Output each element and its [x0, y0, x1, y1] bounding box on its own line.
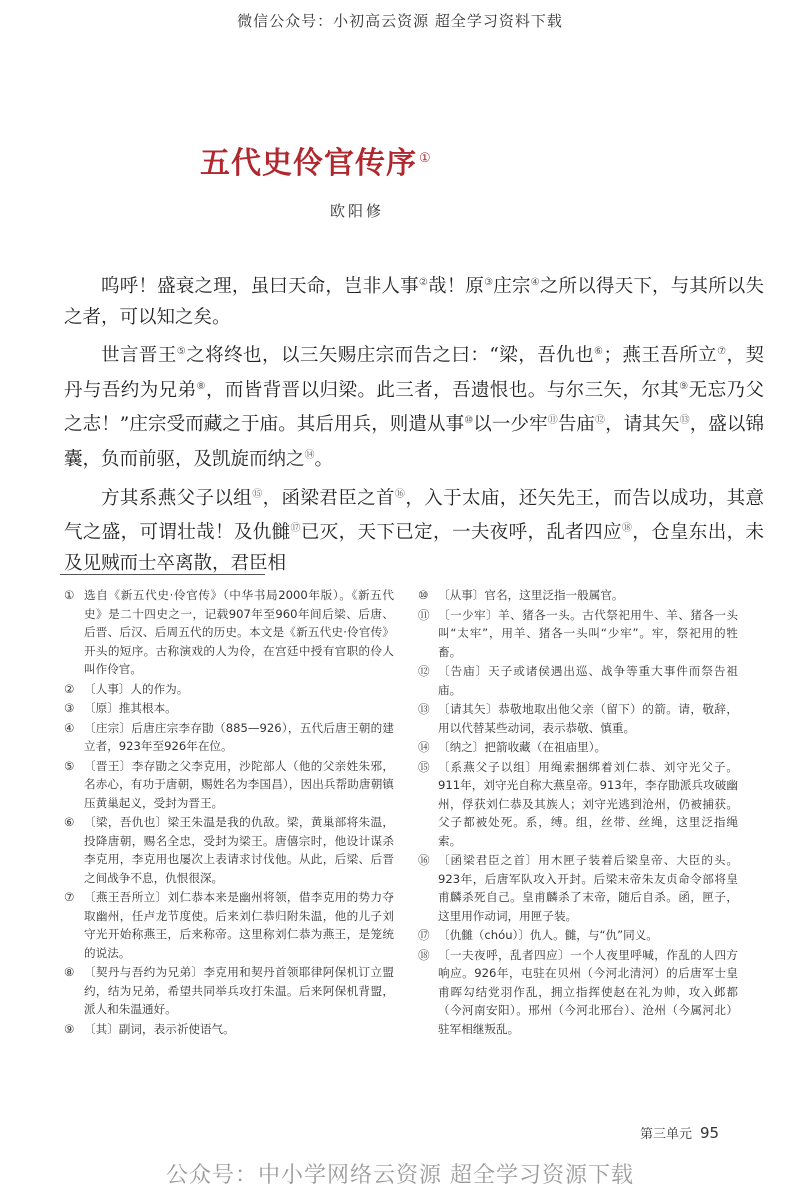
paragraph-text: 告庙 [557, 414, 596, 436]
footnote-number: ⑩ [418, 588, 429, 602]
footnote-marker: ⑱ [621, 523, 633, 535]
paragraph-text: ，仓皇东出，未及见贼而士卒离散，君臣相 [64, 522, 764, 575]
footnote-number: ⑰ [418, 928, 430, 942]
footnote-item [418, 662, 738, 699]
footnote-number: ④ [64, 720, 75, 735]
paragraph-text: 之将终也，以三矢赐庄宗而告之曰：“梁，吾仇也 [186, 345, 595, 367]
footnote-text: 〔纳之〕把箭收藏（在祖庙里）。 [438, 740, 607, 754]
footnote-item [418, 700, 738, 737]
footnote-item [64, 680, 394, 699]
footnote-number: ③ [64, 701, 75, 715]
footnote-item [64, 699, 394, 718]
footnote-marker: ⑰ [290, 523, 301, 535]
paragraph-text: 哉！原 [428, 276, 485, 298]
author-name: 欧阳修 [330, 202, 385, 220]
footnote-item [418, 851, 738, 925]
paragraph-text: 庄宗 [493, 276, 531, 298]
footnote-item [64, 586, 394, 679]
footnote-text: 〔告庙〕天子或诸侯遇出巡、战争等重大事件而祭告祖庙。 [438, 664, 738, 697]
page-number: 95 [700, 1124, 720, 1142]
footnote-number: ① [64, 588, 75, 602]
footnote-marker: ⑤ [176, 346, 187, 358]
footnote-text: 〔原〕推其根本。 [84, 701, 177, 715]
footnote-item [418, 946, 738, 1039]
footnote-number: ⑬ [418, 702, 430, 716]
page-title [200, 138, 432, 182]
footnote-divider [60, 574, 265, 575]
footnote-item [64, 719, 394, 756]
paragraph-text: ，而皆背晋以归梁。此三者，吾遗恨也。与尔三矢，尔其 [205, 379, 680, 401]
footnote-text: 选自《新五代史·伶官传》（中华书局2000年版）。《新五代史》是二十四史之一，记载907年至960年间后梁、后唐、后晋、后汉、后周五代的历史。本文是《新五代史·伶官传》开头的短序。古称演戏的人为伶，在宫廷中授有官职的伶人叫作伶官。 [84, 588, 394, 676]
footnote-number: ⑨ [64, 1021, 75, 1036]
footnote-number: ⑧ [64, 965, 75, 979]
footnote-marker: ⑭ [304, 450, 315, 462]
paragraph-text: ，函梁君臣之首 [262, 487, 395, 509]
title-text: 五代史伶官传序 [200, 146, 417, 181]
footnote-number: ⑱ [418, 947, 430, 962]
footnote-marker: ④ [530, 277, 540, 288]
body-paragraph [64, 268, 764, 333]
paragraph-text: ，请其矢 [605, 414, 680, 436]
paragraph-text: 无忘乃父之志！”庄宗受而藏之于庙。其后用兵，则遣从事 [64, 379, 764, 436]
footnote-number: ⑮ [418, 759, 430, 774]
footnote-text: 〔从事〕官名，这里泛指一般属官。 [438, 588, 624, 602]
footnote-item [64, 757, 394, 813]
footnote-marker: ⑨ [679, 380, 689, 392]
footnotes-left-column [64, 586, 394, 1039]
footnote-item [64, 963, 394, 1019]
footnote-text: 〔一少牢〕羊、猪各一头。古代祭祀用牛、羊、猪各一头叫“太牢”，用羊、猪各一头叫“少牢”。牢，祭祀用的牲畜。 [438, 607, 738, 659]
body-paragraph [64, 337, 764, 476]
footnote-item [64, 813, 394, 887]
footnotes-right-column [418, 586, 738, 1039]
page-footer [640, 1123, 719, 1142]
footnote-item [418, 586, 738, 605]
footnote-text: 〔一夫夜呼，乱者四应〕一个人夜里呼喊，作乱的人四方响应。926年，屯驻在贝州（今河北清河）的后唐军士皇甫晖勾结党羽作乱，拥立指挥使赵在礼为帅，攻入邺都（今河南安阳）。邢州（今河北邢台）、沧州（今属河北）驻军相继叛乱。 [438, 947, 738, 1036]
paragraph-text: 以一少牢 [473, 414, 548, 436]
paragraph-text: 已灭，天下已定，一夫夜呼，乱者四应 [300, 522, 622, 544]
footnote-marker: ⑧ [196, 380, 206, 392]
footnote-number: ⑭ [418, 740, 430, 754]
footnote-text: 〔其〕副词，表示祈使语气。 [84, 1021, 235, 1036]
footnote-text: 〔燕王吾所立〕刘仁恭本来是幽州将领，借李克用的势力夺取幽州，任卢龙节度使。后来刘仁恭归附朱温，他的儿子刘守光开始称燕王，后来称帝。这里称刘仁恭为燕王，是笼统的说法。 [84, 890, 394, 960]
header-watermark: 微信公众号：小初高云资源 超全学习资料下载 [237, 12, 563, 30]
footnote-number: ⑪ [418, 607, 430, 622]
footnote-number: ⑫ [418, 664, 430, 678]
body-paragraph [64, 480, 764, 580]
footnote-text: 〔系燕父子以组〕用绳索捆绑着刘仁恭、刘守光父子。911年，刘守光自称大燕皇帝。913年，李存勖派兵攻破幽州，俘获刘仁恭及其族人；刘守光逃到沧州，仍被捕获。父子都被处死。系，缚。组，丝带、丝绳，这里泛指绳索。 [438, 759, 738, 848]
footnote-text: 〔晋王〕李存勖之父李克用，沙陀部人（他的父亲姓朱邪，名赤心，有功于唐朝，赐姓名为李国昌），因出兵帮助唐朝镇压黄巢起义，受封为晋王。 [84, 758, 394, 810]
footnote-number: ⑥ [64, 815, 75, 829]
footnote-marker: ⑬ [679, 415, 690, 427]
footnote-marker: ② [418, 277, 428, 288]
footnote-text: 〔函梁君臣之首〕用木匣子装着后梁皇帝、大臣的头。923年，后唐军队攻入开封。后梁末帝朱友贞命令部将皇甫麟杀死自己。皇甫麟杀了末帝，随后自杀。函，匣子，这里用作动词，用匣子装。 [438, 853, 738, 923]
footnote-number: ⑯ [418, 853, 430, 867]
paragraph-text: ，入于太庙，还矢先王，而告以成功，其意气之盛，可谓壮哉！及仇雠 [64, 487, 764, 544]
footnote-item [64, 1020, 394, 1039]
footnote-item [418, 758, 738, 851]
paragraph-text: 世言晋王 [101, 345, 177, 367]
footnote-text: 〔仇雠（chóu）〕仇人。雠，与“仇”同义。 [438, 928, 658, 942]
footnote-marker: ⑪ [547, 415, 558, 427]
footnote-text: 〔梁，吾仇也〕梁王朱温是我的仇敌。梁，黄巢部将朱温，投降唐朝，赐名全忠，受封为梁王。唐僖宗时，他设计谋杀李克用，李克用也屡次上表请求讨伐他。从此，后梁、后晋之间战争不息，仇恨很深。 [84, 815, 394, 885]
title-footnote-marker: ① [419, 151, 432, 166]
footnote-number: ⑤ [64, 758, 75, 773]
paragraph-text: 之所以得天下，与其所以失之者，可以知之矣。 [64, 276, 764, 328]
footnote-text: 〔人事〕人的作为。 [84, 681, 189, 696]
footnote-text: 〔请其矢〕恭敬地取出他父亲（留下）的箭。请，敬辞，用以代替某些动词，表示恭敬、慎重。 [438, 702, 738, 735]
paragraph-text: ，契丹与吾约为兄弟 [64, 345, 764, 401]
footnote-item [64, 888, 394, 962]
footnote-marker: ⑮ [252, 488, 263, 500]
paragraph-text: 呜呼！盛衰之理，虽曰天命，岂非人事 [101, 276, 419, 298]
paragraph-text: 方其系燕父子以组 [101, 487, 253, 509]
footnote-marker: ⑦ [717, 346, 727, 358]
footnote-item [418, 606, 738, 662]
footnote-item [418, 926, 738, 945]
footnote-marker: ⑥ [594, 346, 604, 358]
footnote-item [418, 738, 738, 757]
footnote-marker: ③ [484, 277, 494, 288]
footnote-text: 〔契丹与吾约为兄弟〕李克用和契丹首领耶律阿保机订立盟约，结为兄弟，希望共同举兵攻打朱温。后来阿保机背盟，派人和朱温通好。 [84, 965, 394, 1016]
footnote-number: ② [64, 681, 75, 696]
bottom-watermark: 公众号：中小学网络云资源 超全学习资源下载 [166, 1163, 634, 1188]
unit-label: 第三单元 [640, 1127, 693, 1142]
footnote-marker: ⑯ [394, 488, 406, 500]
footnote-text: 〔庄宗〕后唐庄宗李存勖（885—926），五代后唐王朝的建立者，923年至926年在位。 [84, 720, 394, 753]
footnote-marker: ⑩ [464, 415, 474, 427]
footnote-number: ⑦ [64, 890, 75, 904]
main-text [64, 268, 764, 584]
paragraph-text: ；燕王吾所立 [603, 345, 718, 367]
footnote-marker: ⑫ [595, 415, 606, 427]
paragraph-text: ，盛以锦囊，负而前驱，及凯旋而纳之 [64, 414, 764, 471]
paragraph-text: 。 [314, 449, 334, 471]
